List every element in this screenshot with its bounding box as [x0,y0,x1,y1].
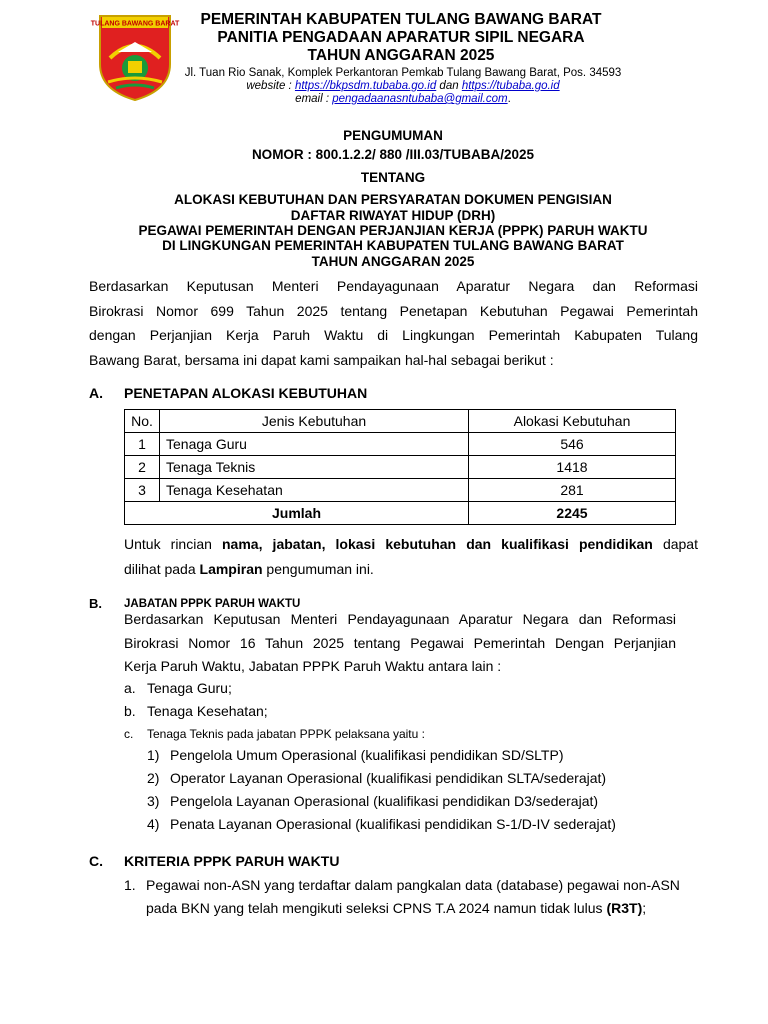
section-b-letter: B. [89,596,102,611]
logo-text: TULANG BAWANG BARAT [90,20,180,28]
note-bold: nama, jabatan, lokasi kebutuhan dan kualifikasi pendidikan [222,536,653,552]
b-item-c-marker: c. [124,727,134,741]
c-item-1-marker: 1. [124,877,136,893]
b-sub-4-text: Penata Layanan Operasional (kualifikasi pendidikan S-1/D-IV sederajat) [170,816,616,832]
subject-line-3: PEGAWAI PEMERINTAH DENGAN PERJANJIAN KERJA (PPPK) PARUH WAKTU [138,223,648,238]
row-no: 2 [125,456,160,479]
header-type: Jenis Kebutuhan [160,410,469,433]
note-line-1 [124,532,698,557]
c-line2-post: ; [642,900,647,916]
b-item-b-text: Tenaga Kesehatan; [147,703,268,719]
row-type: Tenaga Guru [160,433,469,456]
note2-bold: Lampiran [199,560,263,577]
c-line2-bold: (R3T) [606,900,643,916]
email-label: email : [295,93,333,105]
row-no: 3 [125,479,160,502]
note2-pre: dilihat pada [124,560,200,577]
announcement-label: PENGUMUMAN [343,128,443,143]
email-link[interactable]: pengadaanasntubaba@gmail.com [332,93,508,105]
section-a-note [124,532,698,581]
c-item-1-line-1: Pegawai non-ASN yang terdaftar dalam pangkalan data (database) pegawai non-ASN [146,877,680,893]
row-allocation: 546 [469,433,676,456]
b-item-a-text: Tenaga Guru; [147,680,232,696]
header-allocation: Alokasi Kebutuhan [469,410,676,433]
b-sub-1-marker: 1) [147,747,160,763]
subject-line-4: DI LINGKUNGAN PEMERINTAH KABUPATEN TULANG BAWANG BARAT [162,238,624,253]
b-sub-1-text: Pengelola Umum Operasional (kualifikasi pendidikan SD/SLTP) [170,747,564,763]
subject-line-2: DAFTAR RIWAYAT HIDUP (DRH) [290,208,496,223]
total-label: Jumlah [125,502,469,525]
table-row [125,479,676,502]
header-email-line [174,92,632,106]
table-total-row [125,502,676,525]
table-header-row [125,410,676,433]
row-no: 1 [125,433,160,456]
header-government-name: PEMERINTAH KABUPATEN TULANG BAWANG BARAT [200,11,602,28]
website-link-bkpsdm[interactable]: https://bkpsdm.tubaba.go.id [294,80,437,92]
b-line-2: Birokrasi Nomor 16 Tahun 2025 tentang Pegawai Pemerintah Dengan Perjanjian [124,634,676,651]
regency-logo [90,12,180,102]
b-sub-3-text: Pengelola Layanan Operasional (kualifikasi pendidikan D3/sederajat) [170,793,599,809]
header-committee-name: PANITIA PENGADAAN APARATUR SIPIL NEGARA [217,29,585,46]
section-c-letter: C. [89,853,103,869]
section-c-title: KRITERIA PPPK PARUH WAKTU [124,853,340,869]
section-a-letter: A. [89,385,103,401]
website-label: website : [246,80,295,92]
b-sub-2-text: Operator Layanan Operasional (kualifikasi pendidikan SLTA/sederajat) [170,770,607,786]
intro-line-3: dengan Perjanjian Kerja Paruh Waktu di Lingkungan Pemerintah Kabupaten Tulang [89,327,698,343]
subject-line-1: ALOKASI KEBUTUHAN DAN PERSYARATAN DOKUMEN PENGISIAN [174,192,612,207]
section-b-paragraph [124,608,676,679]
intro-paragraph [89,274,698,372]
row-allocation: 281 [469,479,676,502]
website-link-tubaba[interactable]: https://tubaba.go.id [461,80,560,92]
section-b-title: JABATAN PPPK PARUH WAKTU [124,598,301,610]
intro-line-1: Berdasarkan Keputusan Menteri Pendayagunaan Aparatur Negara dan Reformasi [89,278,698,294]
b-line-1: Berdasarkan Keputusan Menteri Pendayagunaan Aparatur Negara dan Reformasi [124,611,676,627]
intro-line-4: Bawang Barat, bersama ini dapat kami sampaikan hal-hal sebagai berikut : [89,351,554,368]
subject-line-5: TAHUN ANGGARAN 2025 [311,254,475,269]
c-item-1-line-2 [146,900,699,916]
b-sub-2-marker: 2) [147,770,160,786]
note-post: dapat [652,536,698,552]
row-allocation: 1418 [469,456,676,479]
allocation-table [124,409,676,525]
about-label: TENTANG [360,170,426,185]
b-item-a-marker: a. [124,680,136,696]
email-end: . [507,93,511,105]
b-item-c-text: Tenaga Teknis pada jabatan PPPK pelaksana yaitu : [147,727,425,741]
table-row [125,456,676,479]
intro-line-2: Birokrasi Nomor 699 Tahun 2025 tentang Penetapan Kebutuhan Pegawai Pemerintah [89,302,698,319]
b-sub-4-marker: 4) [147,816,160,832]
row-type: Tenaga Kesehatan [160,479,469,502]
announcement-number: NOMOR : 800.1.2.2/ 880 /III.03/TUBABA/2025 [251,147,535,162]
b-line-3: Kerja Paruh Waktu, Jabatan PPPK Paruh Waktu antara lain : [124,658,502,674]
website-and: dan [436,80,462,92]
b-sub-3-marker: 3) [147,793,160,809]
b-item-b-marker: b. [124,703,136,719]
header-address: Jl. Tuan Rio Sanak, Komplek Perkantoran Pemkab Tulang Bawang Barat, Pos. 34593 [184,67,622,79]
c-line2-pre: pada BKN yang telah mengikuti seleksi CPNS T.A 2024 namun tidak lulus [146,900,607,916]
note2-post: pengumuman ini. [262,560,374,577]
header-fiscal-year: TAHUN ANGGARAN 2025 [307,47,495,64]
header-no: No. [125,410,160,433]
section-a-title: PENETAPAN ALOKASI KEBUTUHAN [124,385,368,401]
note-line-2 [124,557,698,582]
row-type: Tenaga Teknis [160,456,469,479]
total-value: 2245 [469,502,676,525]
table-row [125,433,676,456]
note-pre: Untuk rincian [124,536,222,552]
header-website-line [174,79,632,93]
